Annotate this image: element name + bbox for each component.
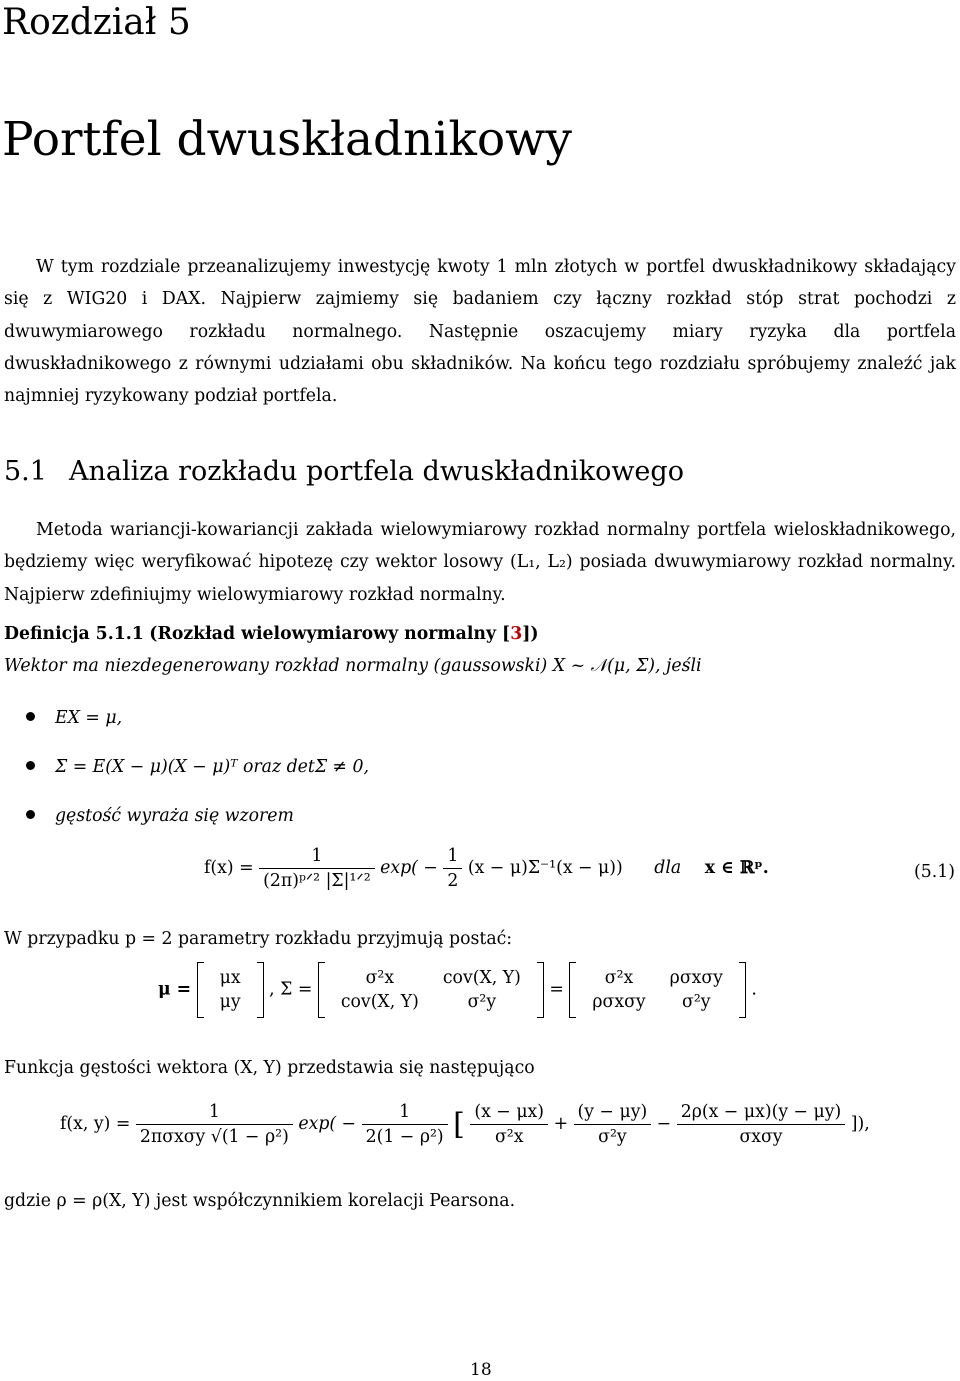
eq51-num: 1 [259, 846, 375, 869]
sigma-lhs: , Σ = [269, 979, 313, 1000]
sigma-matrix-rho [569, 962, 746, 1018]
bullet-item [26, 806, 294, 826]
definition-name-open: (Rozkład wielowymiarowy normalny [ [149, 624, 511, 644]
bullet-dot [26, 712, 35, 721]
eq51-half-num: 1 [443, 846, 462, 869]
section-heading [4, 456, 684, 487]
dens-end: ]), [850, 1114, 870, 1134]
dens-exp: exp( [298, 1114, 337, 1134]
sigma2-22: σ²y [682, 992, 711, 1012]
dens-coef-den: 2(1 − ρ²) [365, 1127, 444, 1147]
sigma-11: σ²x [365, 968, 395, 988]
dens-term2 [574, 1102, 652, 1147]
eq51-half [443, 846, 462, 891]
eq51-half-den: 2 [447, 871, 459, 891]
mu-x: μx [219, 968, 241, 988]
sigma2-21: ρσxσy [592, 992, 646, 1012]
section-number: 5.1 [4, 456, 47, 487]
sigma-21: cov(X, Y) [340, 992, 419, 1012]
dens-t1-num: (x − μx) [470, 1102, 548, 1125]
eq51-den: (2π)ᵖᐟ² |Σ|¹ᐟ² [263, 871, 371, 891]
bullet-dot [26, 761, 35, 770]
sigma2-11: σ²x [604, 968, 634, 988]
bullet-text-3: gęstość wyraża się wzorem [55, 806, 294, 826]
citation-link[interactable]: 3 [510, 624, 523, 644]
chapter-title: Portfel dwuskładnikowy [2, 112, 572, 167]
bullet-item [26, 757, 369, 777]
eq51-lhs: f(x) = [204, 858, 254, 878]
dens-t2-num: (y − μy) [574, 1102, 652, 1125]
equation-5-1: f(x) = $\frac{1}{\text{(2π)ᵖᐟ² |Σ|¹ᐟ²}}$ exp( − $\frac{1}{2}$ (x − μ)Σ⁻¹(x − μ)) dla x ∈ ℝᵖ. [204, 846, 769, 891]
bullet-text-1: EX = μ, [55, 708, 123, 728]
definition-body: Wektor ma niezdegenerowany rozkład normalny (gaussowski) X ~ 𝒩(μ, Σ), jeśli [4, 656, 702, 676]
eq51-fraction [259, 846, 375, 891]
sigma-22: σ²y [467, 992, 497, 1012]
mu-y: μy [219, 992, 241, 1012]
dens-coef [362, 1102, 448, 1147]
dens-term1 [470, 1102, 548, 1147]
intro-paragraph: W tym rozdziale przeanalizujemy inwestycję kwoty 1 mln złotych w portfel dwuskładnikowy składający się z WIG20 i DAX. Najpierw zajmiemy się badaniem czy łączny rozkład stóp strat pochodzi z dwuwymiarowego rozkładu normalnego. Następnie oszacujemy miary ryzyka dla portfela dwuskładnikowego z równymi udziałami obu składników. Na końcu tego rozdziału spróbujemy znaleźć jak najmniej ryzykowany podział portfela. [4, 257, 956, 407]
eq51-tail: (x − μ)Σ⁻¹(x − μ)) [467, 858, 623, 878]
bullet-dot [26, 810, 35, 819]
sigma-12: cov(X, Y) [442, 968, 521, 988]
density-paragraph: Funkcja gęstości wektora (X, Y) przedstawia się następująco [4, 1058, 535, 1078]
chapter-heading: Rozdział 5 [2, 2, 191, 43]
density-equation: f(x, y) = $\frac{1}{\text{2πσxσy √(1 − ρ²)}}$ exp( − $\frac{1}{\text{2(1 − ρ²)}}$ [ $\frac{(x - \mu x)}{\text{σ²x}}$ + $\frac{(y - \mu y)}{\text{σ²y}}$ − $\frac{2\rho(x - \mu x)(y - \mu y)}{\text{σxσy}}$ ]), [60, 1102, 870, 1147]
sigma2-12: ρσxσy [669, 968, 723, 988]
sigma-matrix [318, 962, 544, 1018]
eq51-exp: exp( [380, 858, 418, 878]
dens-num: 1 [136, 1102, 293, 1125]
section-paragraph: Metoda wariancji-kowariancji zakłada wielowymiarowy rozkład normalny portfela wieloskładnikowego, będziemy więc weryfikować hipotezę czy wektor losowy (L₁, L₂) posiada dwuwymiarowy rozkład normalny. Najpierw zdefiniujmy wielowymiarowy rozkład normalny. [4, 520, 956, 605]
definition-label: Definicja 5.1.1 [4, 624, 144, 644]
where-paragraph: gdzie ρ = ρ(X, Y) jest współczynnikiem korelacji Pearsona. [4, 1191, 516, 1211]
dens-coef-num: 1 [362, 1102, 448, 1125]
dens-plus: + [553, 1114, 569, 1134]
dens-den: 2πσxσy √(1 − ρ²) [139, 1127, 289, 1147]
dens-term3 [677, 1102, 846, 1147]
dens-minus: − [656, 1114, 672, 1134]
section-title: Analiza rozkładu portfela dwuskładnikowego [68, 456, 684, 487]
dens-t2-den: σ²y [598, 1127, 627, 1147]
page-number: 18 [470, 1360, 492, 1380]
dens-t3-den: σxσy [739, 1127, 783, 1147]
eq51-dla: dla [654, 858, 682, 878]
dens-t1-den: σ²x [494, 1127, 524, 1147]
p2-paragraph: W przypadku p = 2 parametry rozkładu przyjmują postać: [4, 929, 513, 949]
definition-name-close: ]) [522, 624, 539, 644]
params-eq: = [549, 979, 564, 1000]
mu-lhs: μ = [158, 979, 192, 1000]
params-end: . [751, 979, 757, 1000]
dens-frac [136, 1102, 293, 1147]
bullet-text-2: Σ = E(X − μ)(X − μ)ᵀ oraz detΣ ≠ 0, [55, 757, 369, 777]
eq51-cond: x ∈ ℝᵖ. [704, 858, 769, 878]
dens-lhs: f(x, y) = [60, 1114, 131, 1134]
mu-vector [197, 962, 264, 1018]
parameters-equation [158, 962, 757, 1018]
definition-header [4, 624, 539, 644]
equation-tag: (5.1) [914, 862, 955, 882]
bullet-item [26, 708, 122, 728]
dens-t3-num: 2ρ(x − μx)(y − μy) [677, 1102, 846, 1125]
